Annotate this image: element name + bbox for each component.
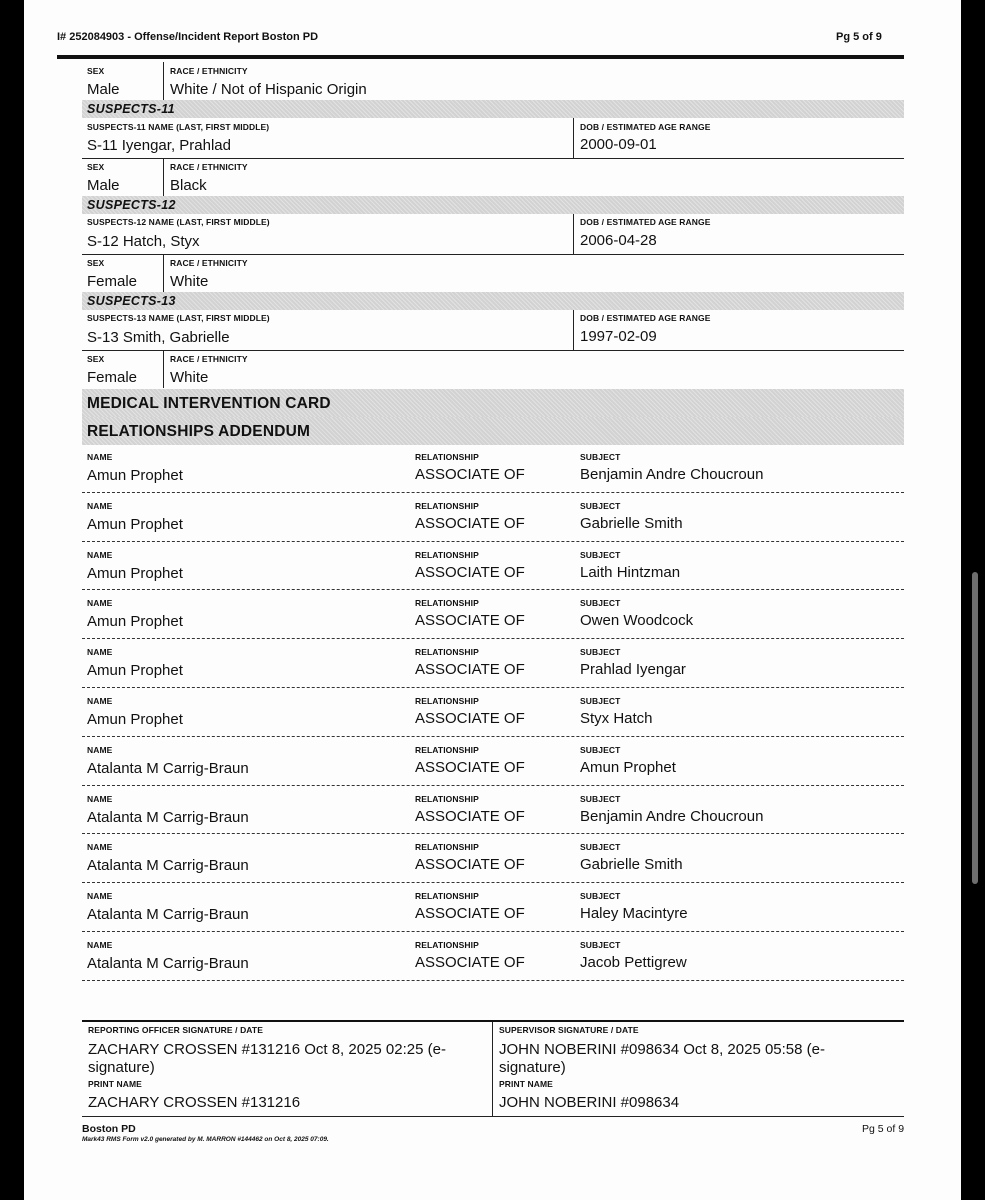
relationship-name-label: NAME — [87, 452, 113, 462]
relationship-type: ASSOCIATE OF — [415, 612, 525, 630]
relationship-name-label: NAME — [87, 940, 113, 950]
divider — [492, 1022, 493, 1116]
divider — [573, 310, 574, 350]
relationship-name: Atalanta M Carrig-Braun — [87, 906, 249, 924]
relationship-subject: Benjamin Andre Choucroun — [580, 466, 764, 483]
relationship-type: ASSOCIATE OF — [415, 514, 525, 532]
scrollbar-thumb[interactable] — [972, 572, 978, 884]
relationship-type-label: RELATIONSHIP — [415, 598, 479, 609]
divider — [573, 214, 574, 254]
row-separator — [82, 785, 904, 786]
row-separator — [82, 492, 904, 493]
relationship-subject-label: SUBJECT — [580, 696, 621, 706]
divider — [573, 118, 574, 158]
relationship-type: ASSOCIATE OF — [415, 954, 525, 971]
supervisor-signature-label: SUPERVISOR SIGNATURE / DATE — [499, 1025, 639, 1035]
supervisor-signature-line1: JOHN NOBERINI #098634 Oct 8, 2025 05:58 (e- — [499, 1041, 825, 1058]
medical-intervention-title: MEDICAL INTERVENTION CARD — [87, 395, 331, 412]
relationship-name-label: NAME — [87, 549, 113, 560]
sex-value: Male — [87, 81, 120, 98]
divider — [163, 254, 164, 292]
relationship-name-label: NAME — [87, 842, 113, 853]
relationship-subject: Laith Hintzman — [580, 563, 681, 581]
relationship-name-label: NAME — [87, 891, 113, 902]
relationship-subject: Amun Prophet — [580, 758, 676, 776]
row-separator — [82, 980, 904, 981]
relationship-name: Amun Prophet — [87, 467, 183, 484]
suspect-name-label: SUSPECTS-12 NAME (LAST, FIRST MIDDLE) — [87, 217, 270, 227]
relationship-name: Amun Prophet — [87, 613, 183, 631]
suspect-name: S-12 Hatch, Styx — [87, 233, 200, 250]
suspect-dob: 2006-04-28 — [580, 232, 657, 249]
relationship-type: ASSOCIATE OF — [415, 758, 525, 776]
suspect-name-label: SUSPECTS-11 NAME (LAST, FIRST MIDDLE) — [87, 122, 270, 132]
race-label: RACE / ETHNICITY — [170, 162, 248, 172]
signature-bottom-rule — [82, 1116, 904, 1117]
row-rule — [82, 350, 904, 351]
footer-generated: Mark43 RMS Form v2.0 generated by M. MARRON #144462 on Oct 8, 2025 07:09. — [82, 1136, 329, 1143]
row-separator — [82, 736, 904, 737]
page-number: Pg 5 of 9 — [836, 31, 882, 43]
report-title: I# 252084903 - Offense/Incident Report Boston PD — [57, 31, 319, 43]
section-bar-suspects-12 — [82, 196, 904, 214]
relationship-name: Amun Prophet — [87, 662, 183, 680]
relationship-subject: Prahlad Iyengar — [580, 661, 686, 679]
header-rule — [57, 55, 904, 59]
dob-label: DOB / ESTIMATED AGE RANGE — [580, 217, 711, 227]
suspect-sex: Male — [87, 177, 120, 194]
suspect-sex: Female — [87, 369, 138, 386]
reporting-signature-line1: ZACHARY CROSSEN #131216 Oct 8, 2025 02:25 (e- — [88, 1041, 446, 1058]
suspect-dob: 1997-02-09 — [580, 328, 657, 345]
relationship-subject: Gabrielle Smith — [580, 514, 683, 532]
footer-org: Boston PD — [82, 1123, 136, 1135]
row-rule — [82, 254, 904, 255]
sex-label: SEX — [87, 162, 105, 172]
relationship-name-label: NAME — [87, 647, 113, 658]
reporting-signature-line2: signature) — [88, 1059, 155, 1076]
relationship-subject-label: SUBJECT — [580, 500, 621, 511]
relationship-name: Atalanta M Carrig-Braun — [87, 759, 249, 777]
relationship-subject: Gabrielle Smith — [580, 856, 683, 874]
section-title-suspects-13: SUSPECTS-13 — [87, 294, 176, 308]
relationship-subject-label: SUBJECT — [580, 598, 621, 609]
divider — [163, 350, 164, 388]
sex-label: SEX — [87, 258, 105, 268]
relationship-name: Amun Prophet — [87, 515, 183, 533]
relationship-type: ASSOCIATE OF — [415, 466, 525, 483]
relationship-name: Atalanta M Carrig-Braun — [87, 955, 249, 972]
relationship-name-label: NAME — [87, 793, 113, 804]
relationship-name-label: NAME — [87, 696, 113, 706]
relationship-type-label: RELATIONSHIP — [415, 891, 479, 902]
row-separator — [82, 882, 904, 883]
reporting-print-name: ZACHARY CROSSEN #131216 — [88, 1094, 301, 1111]
supervisor-print-name: JOHN NOBERINI #098634 — [499, 1094, 680, 1111]
dob-label: DOB / ESTIMATED AGE RANGE — [580, 313, 711, 323]
relationship-subject-label: SUBJECT — [580, 452, 621, 462]
relationship-subject-label: SUBJECT — [580, 940, 621, 950]
relationship-subject: Styx Hatch — [580, 710, 653, 727]
relationship-type: ASSOCIATE OF — [415, 807, 525, 825]
supervisor-signature-line2: signature) — [499, 1059, 566, 1076]
relationship-type-label: RELATIONSHIP — [415, 842, 479, 853]
relationship-type: ASSOCIATE OF — [415, 661, 525, 679]
row-separator — [82, 589, 904, 590]
relationship-type: ASSOCIATE OF — [415, 710, 525, 727]
section-bar-suspects-13 — [82, 292, 904, 310]
suspect-sex: Female — [87, 273, 138, 290]
reporting-signature-label: REPORTING OFFICER SIGNATURE / DATE — [88, 1025, 263, 1035]
relationship-name: Atalanta M Carrig-Braun — [87, 857, 249, 875]
relationship-subject-label: SUBJECT — [580, 549, 621, 560]
relationship-name-label: NAME — [87, 598, 113, 609]
signature-top-rule — [82, 1020, 904, 1022]
relationship-type-label: RELATIONSHIP — [415, 452, 479, 462]
relationship-subject: Benjamin Andre Choucroun — [580, 807, 764, 825]
suspect-name: S-11 Iyengar, Prahlad — [87, 137, 231, 154]
relationship-name-label: NAME — [87, 744, 113, 755]
relationship-subject-label: SUBJECT — [580, 647, 621, 658]
relationship-name: Amun Prophet — [87, 711, 183, 728]
relationship-type-label: RELATIONSHIP — [415, 647, 479, 658]
row-separator — [82, 638, 904, 639]
relationships-title: RELATIONSHIPS ADDENDUM — [87, 423, 311, 440]
print-name-label: PRINT NAME — [88, 1079, 142, 1089]
relationship-type: ASSOCIATE OF — [415, 856, 525, 874]
relationship-type-label: RELATIONSHIP — [415, 940, 479, 950]
section-title-suspects-11: SUSPECTS-11 — [87, 102, 175, 116]
relationship-subject-label: SUBJECT — [580, 842, 621, 853]
relationship-type-label: RELATIONSHIP — [415, 549, 479, 560]
race-label: RACE / ETHNICITY — [170, 354, 248, 364]
row-separator — [82, 687, 904, 688]
suspect-name: S-13 Smith, Gabrielle — [87, 329, 230, 346]
relationship-subject: Jacob Pettigrew — [580, 954, 687, 971]
dob-label: DOB / ESTIMATED AGE RANGE — [580, 122, 711, 132]
relationship-subject-label: SUBJECT — [580, 793, 621, 804]
race-label: RACE / ETHNICITY — [170, 66, 248, 76]
relationship-subject: Haley Macintyre — [580, 905, 688, 923]
race-label: RACE / ETHNICITY — [170, 258, 248, 268]
relationship-type: ASSOCIATE OF — [415, 563, 525, 581]
section-title-suspects-12: SUSPECTS-12 — [87, 198, 176, 212]
section-bar-suspects-11 — [82, 100, 904, 118]
relationship-type-label: RELATIONSHIP — [415, 793, 479, 804]
footer-page-number: Pg 5 of 9 — [862, 1123, 905, 1135]
suspect-dob: 2000-09-01 — [580, 136, 657, 153]
row-separator — [82, 541, 904, 542]
row-rule — [82, 158, 904, 159]
relationship-name: Atalanta M Carrig-Braun — [87, 808, 249, 826]
relationship-type-label: RELATIONSHIP — [415, 500, 479, 511]
sex-label: SEX — [87, 354, 105, 364]
relationship-subject-label: SUBJECT — [580, 744, 621, 755]
divider — [163, 62, 164, 100]
suspect-race: White — [170, 273, 209, 290]
sex-label: SEX — [87, 66, 105, 76]
suspect-race: White — [170, 369, 209, 386]
divider — [163, 158, 164, 196]
relationship-name-label: NAME — [87, 500, 113, 511]
suspect-name-label: SUSPECTS-13 NAME (LAST, FIRST MIDDLE) — [87, 313, 270, 323]
race-value: White / Not of Hispanic Origin — [170, 81, 367, 98]
row-separator — [82, 833, 904, 834]
print-name-label: PRINT NAME — [499, 1079, 553, 1089]
relationship-name: Amun Prophet — [87, 564, 183, 582]
relationship-type-label: RELATIONSHIP — [415, 744, 479, 755]
suspect-race: Black — [170, 177, 207, 194]
relationship-type: ASSOCIATE OF — [415, 905, 525, 923]
relationship-subject: Owen Woodcock — [580, 612, 694, 630]
row-separator — [82, 931, 904, 932]
relationship-type-label: RELATIONSHIP — [415, 696, 479, 706]
relationship-subject-label: SUBJECT — [580, 891, 621, 902]
